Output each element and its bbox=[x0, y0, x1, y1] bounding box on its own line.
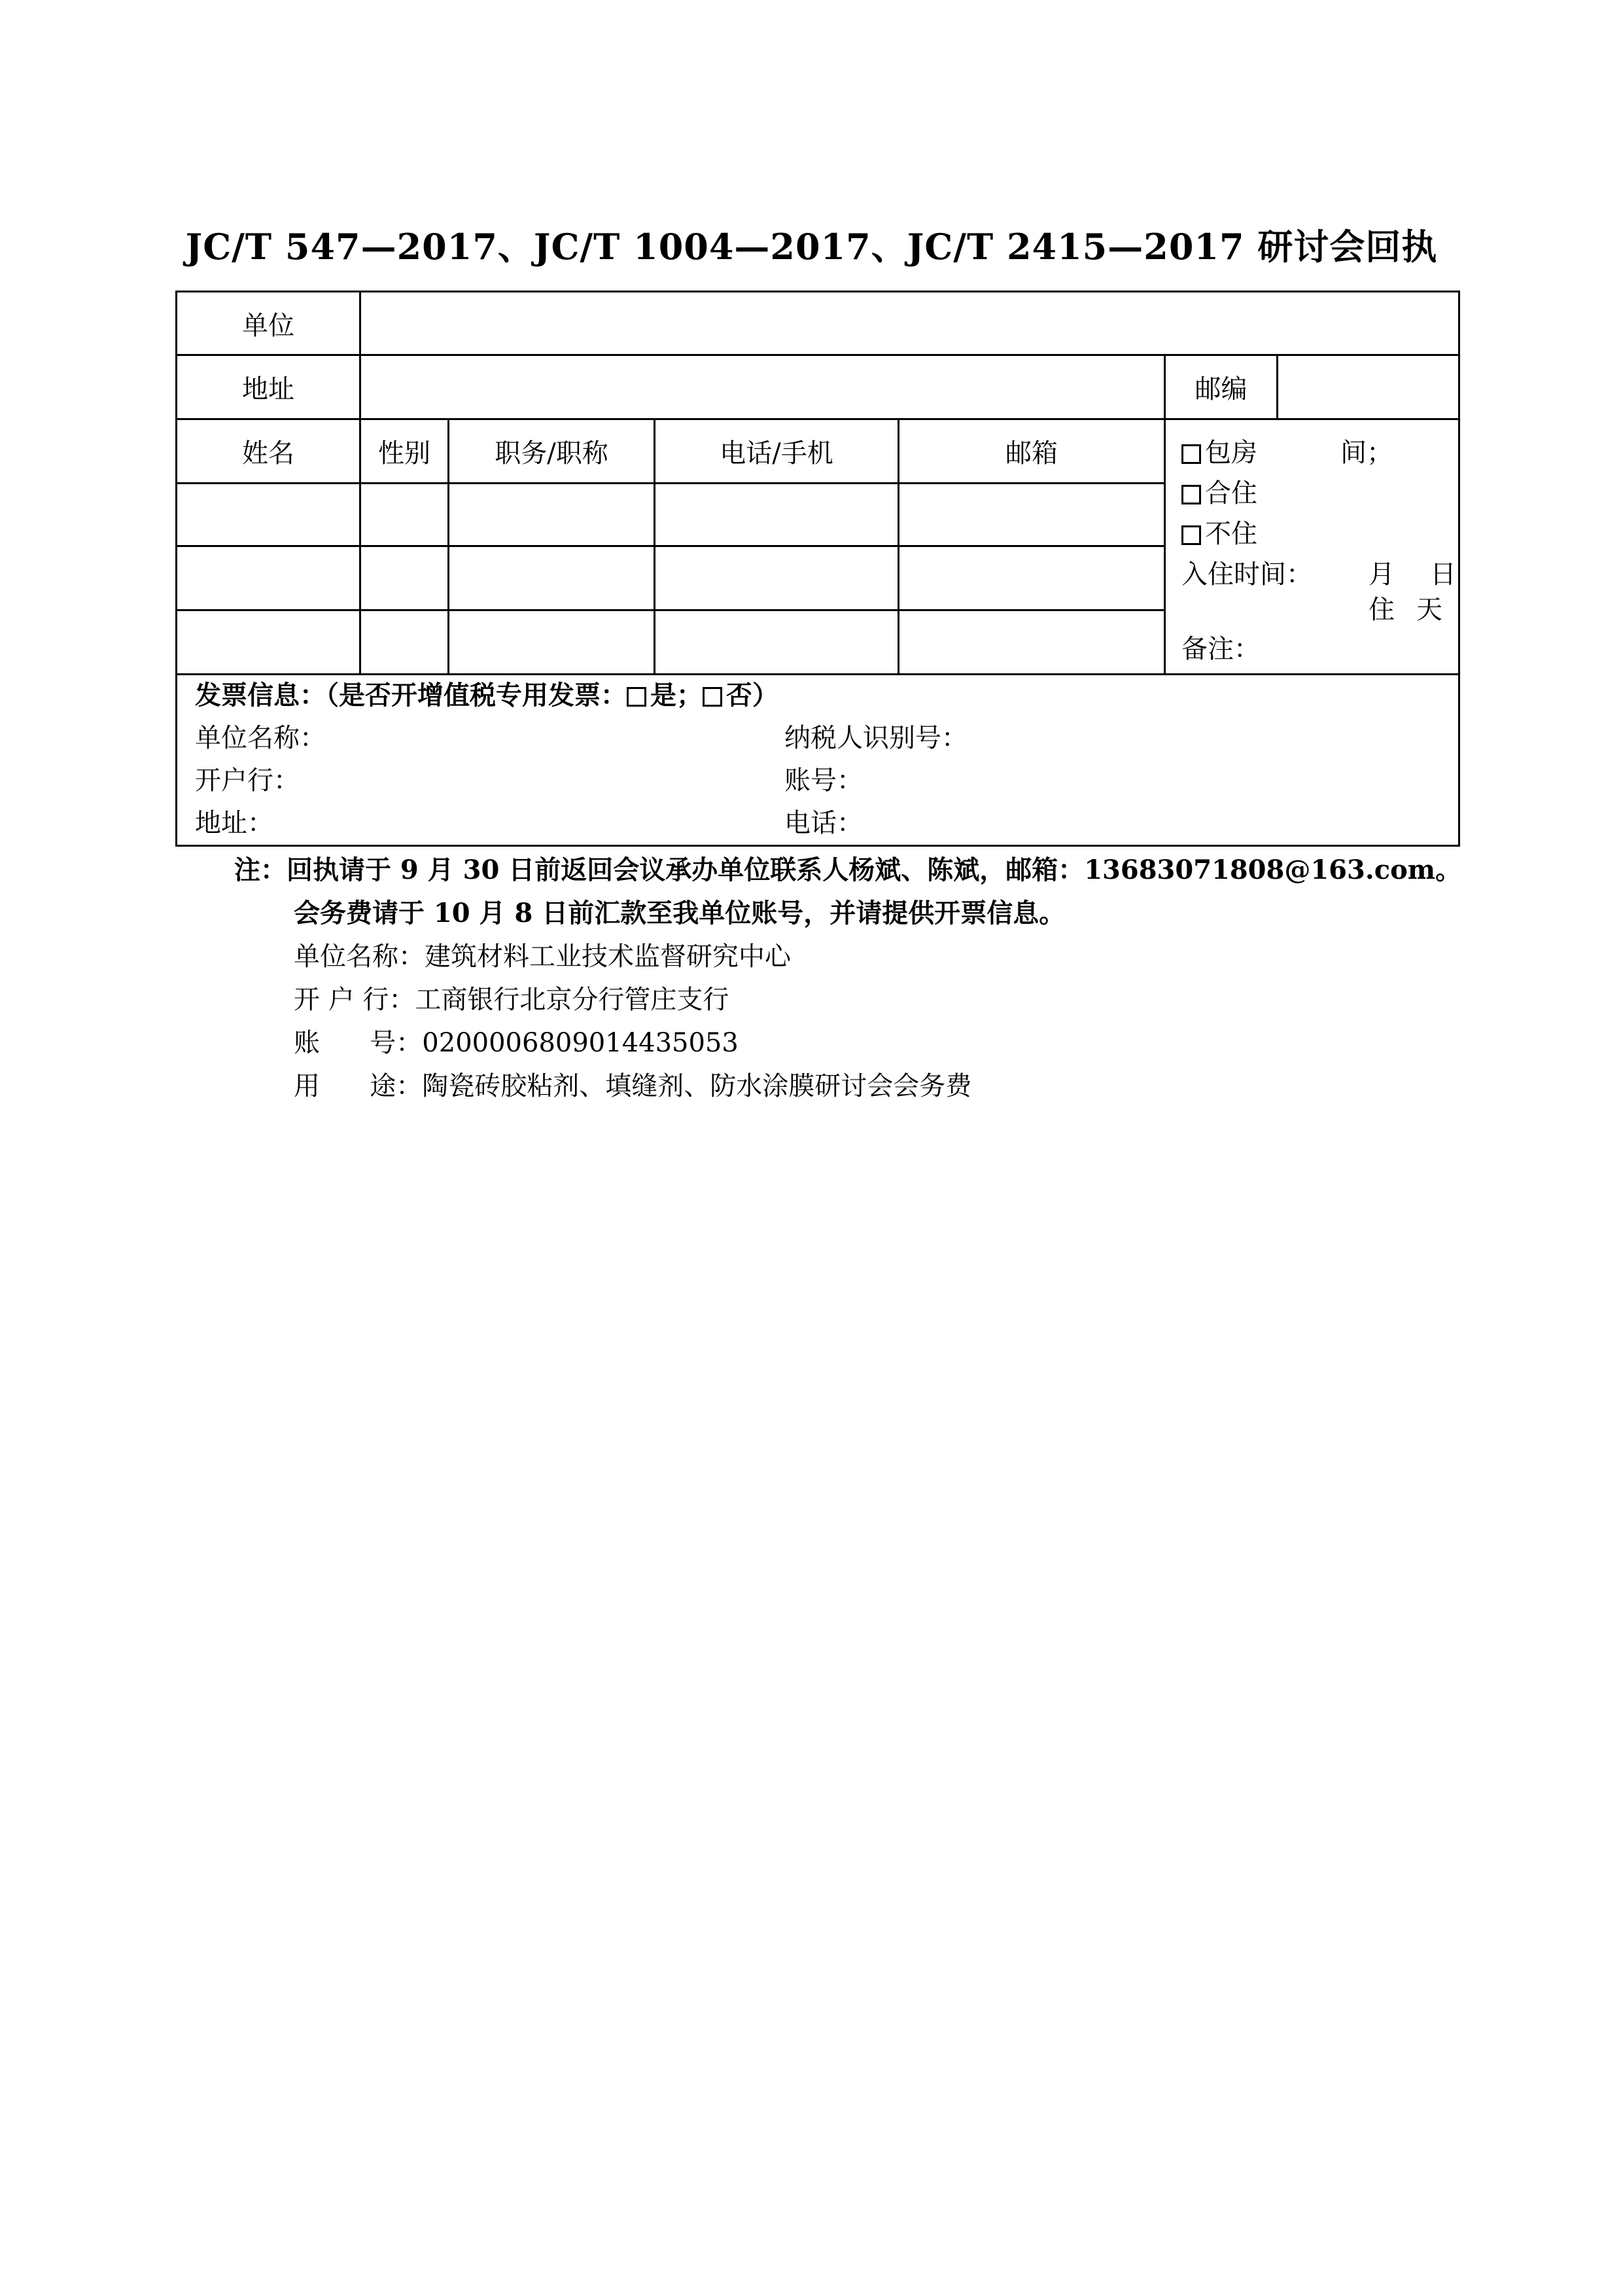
payee-row bbox=[294, 935, 791, 978]
invoice-heading: 发票信息：（是否开增值税专用发票： 是； 否） bbox=[195, 680, 778, 711]
lodging-shared-option[interactable]: 合住 bbox=[1181, 473, 1257, 514]
gender-header: 性别 bbox=[378, 438, 430, 468]
stay-label: 住 bbox=[1369, 595, 1395, 625]
attendee-email-field[interactable] bbox=[899, 484, 1164, 545]
invoice-bank-label: 开户行： bbox=[195, 766, 300, 796]
attendee-phone-field[interactable] bbox=[655, 547, 898, 609]
bank-row bbox=[294, 978, 729, 1021]
invoice-address-label: 地址： bbox=[195, 808, 273, 838]
name-header: 姓名 bbox=[242, 438, 294, 468]
checkin-label: 入住时间： bbox=[1181, 559, 1312, 590]
attendee-position-field[interactable] bbox=[449, 484, 654, 545]
unit-field[interactable] bbox=[361, 292, 1458, 354]
payee-value: 建筑材料工业技术监督研究中心 bbox=[425, 942, 791, 972]
stay-days-label: 天 bbox=[1416, 595, 1442, 625]
invoice-phone-label: 电话： bbox=[784, 808, 863, 838]
attendee-position-field[interactable] bbox=[449, 547, 654, 609]
lodging-room-option[interactable]: 包房 bbox=[1181, 433, 1257, 473]
email-header: 邮箱 bbox=[1005, 438, 1058, 468]
vat-no-checkbox[interactable] bbox=[703, 687, 722, 707]
lodging-none-option[interactable]: 不住 bbox=[1181, 514, 1257, 554]
payee-label: 单位名称： bbox=[294, 942, 425, 972]
attendee-phone-field[interactable] bbox=[655, 484, 898, 545]
invoice-account-label: 账号： bbox=[784, 766, 863, 796]
invoice-company-label: 单位名称： bbox=[195, 723, 326, 753]
purpose-label: 用 途： bbox=[294, 1071, 423, 1101]
address-field[interactable] bbox=[361, 356, 1164, 418]
purpose-value: 陶瓷砖胶粘剂、填缝剂、防水涂膜研讨会会务费 bbox=[422, 1071, 972, 1101]
attendee-gender-field[interactable] bbox=[361, 484, 447, 545]
attendee-gender-field[interactable] bbox=[361, 611, 447, 673]
bank-value: 工商银行北京分行管庄支行 bbox=[415, 985, 729, 1015]
attendee-name-field[interactable] bbox=[177, 484, 359, 545]
shared-checkbox[interactable] bbox=[1181, 485, 1201, 504]
lodging-room-suffix: 间； bbox=[1340, 438, 1393, 468]
unit-label: 单位 bbox=[242, 310, 294, 341]
receipt-form-table bbox=[175, 291, 1460, 847]
attendee-email-field[interactable] bbox=[899, 611, 1164, 673]
invoice-tax-id-label: 纳税人识别号： bbox=[784, 723, 968, 753]
account-value: 0200006809014435053 bbox=[422, 1028, 739, 1058]
position-header: 职务/职称 bbox=[495, 438, 608, 468]
attendee-email-field[interactable] bbox=[899, 547, 1164, 609]
attendee-gender-field[interactable] bbox=[361, 547, 447, 609]
phone-header: 电话/手机 bbox=[720, 438, 833, 468]
checkin-month-label: 月 bbox=[1369, 559, 1395, 590]
note-deadline: 注：回执请于 9 月 30 日前返回会议承办单位联系人杨斌、陈斌，邮箱：13683071808@163.com。 bbox=[234, 855, 1462, 885]
attendee-name-field[interactable] bbox=[177, 547, 359, 609]
remarks-label: 备注： bbox=[1181, 634, 1260, 664]
document-title: JC/T 547—2017、JC/T 1004—2017、JC/T 2415—2017 研讨会回执 bbox=[185, 226, 1438, 268]
purpose-row bbox=[294, 1065, 971, 1108]
note-fee: 会务费请于 10 月 8 日前汇款至我单位账号，并请提供开票信息。 bbox=[294, 898, 1066, 928]
attendee-phone-field[interactable] bbox=[655, 611, 898, 673]
bank-label: 开 户 行： bbox=[294, 985, 415, 1015]
account-label: 账 号： bbox=[294, 1028, 423, 1058]
address-label: 地址 bbox=[242, 374, 294, 404]
vat-yes-checkbox[interactable] bbox=[627, 687, 646, 707]
no-lodging-checkbox[interactable] bbox=[1181, 525, 1201, 545]
attendee-name-field[interactable] bbox=[177, 611, 359, 673]
checkin-day-label: 日 bbox=[1430, 559, 1456, 590]
postcode-label: 邮编 bbox=[1195, 374, 1248, 404]
account-row bbox=[294, 1021, 739, 1065]
attendee-position-field[interactable] bbox=[449, 611, 654, 673]
postcode-field[interactable] bbox=[1278, 356, 1458, 418]
room-checkbox[interactable] bbox=[1181, 444, 1201, 464]
